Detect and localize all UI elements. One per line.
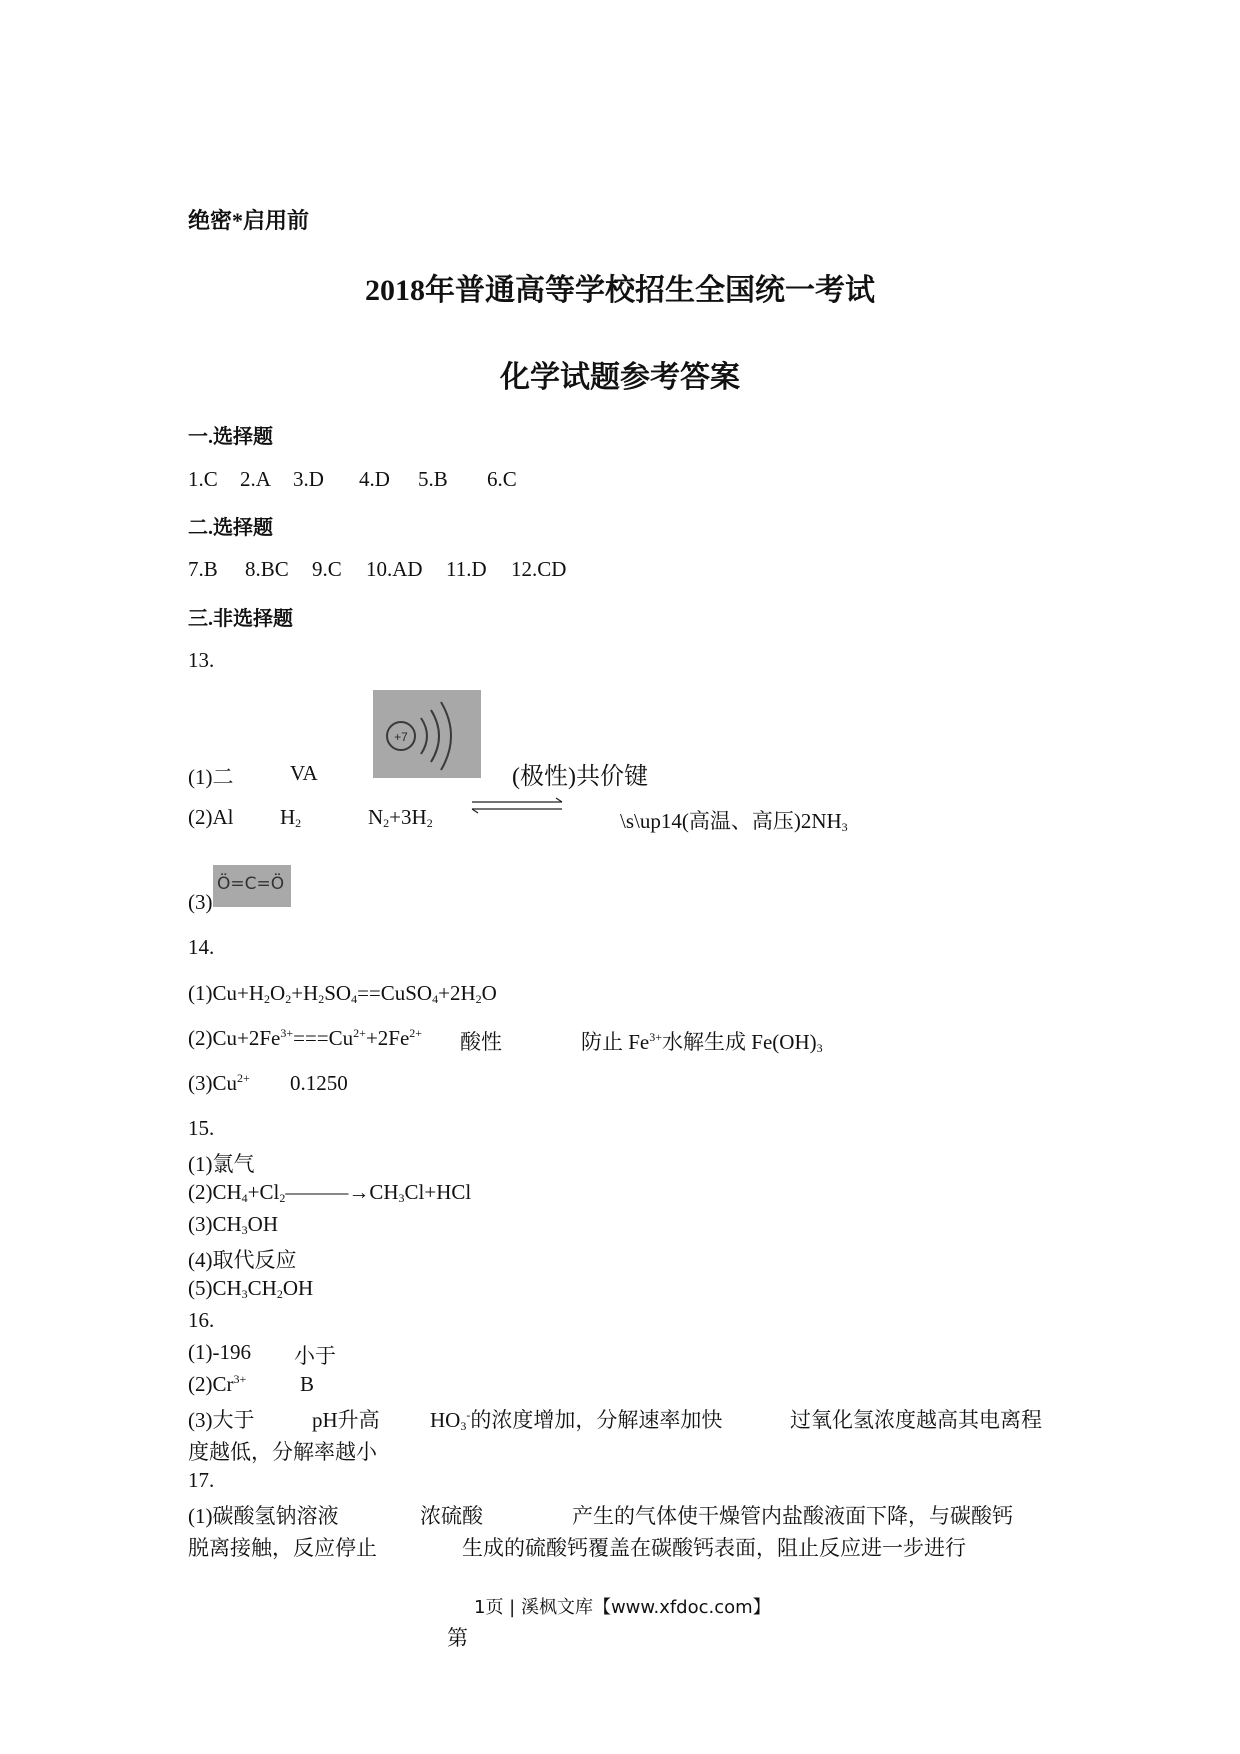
- co2-formula-text: Ö=C=Ö: [217, 874, 285, 894]
- answer-12: 12.CD: [511, 557, 567, 581]
- q16-part3-explanation: 过氧化氢浓度越高其电离程: [790, 1408, 1042, 1432]
- question-13-number: 13.: [188, 648, 215, 672]
- q15-part3: $(3)CH_3OH$: [188, 1212, 279, 1237]
- q15-part5: $(5)CH_3CH_2OH$: [188, 1276, 314, 1301]
- q16-part2-choice: B: [300, 1372, 315, 1396]
- q14-part3-ion: $(3)Cu^{2+}$: [188, 1071, 250, 1095]
- q15-part1: (1)氯气: [188, 1152, 255, 1176]
- q14-part1-equation: $(1)Cu+H_2O_2+H_2SO_4==CuSO_4+2H_2O$: [188, 981, 497, 1006]
- q14-part2-equation: $(2)Cu+2Fe^{3+}===Cu^{2+}+2Fe^{2+}$: [188, 1026, 423, 1050]
- answer-2: 2.A: [240, 467, 271, 491]
- q17-part1-reagent1: (1)碳酸氢钠溶液: [188, 1504, 339, 1528]
- q16-part3-ph: pH升高: [312, 1408, 380, 1432]
- q13-part2-al: (2)Al: [188, 805, 234, 829]
- answer-4: 4.D: [359, 467, 390, 491]
- q17-part1-explanation-cont: 脱离接触，反应停止: [188, 1536, 377, 1560]
- q16-part1-value: (1)-196: [188, 1340, 251, 1364]
- answer-3: 3.D: [293, 467, 324, 491]
- q13-part2-h2: $H_2$: [280, 805, 302, 830]
- answer-5: 5.B: [418, 467, 448, 491]
- answer-6: 6.C: [487, 467, 517, 491]
- q16-part3-compare: (3)大于: [188, 1408, 255, 1432]
- q13-part1-group: VA: [290, 761, 318, 785]
- question-17-number: 17.: [188, 1468, 215, 1492]
- question-15-number: 15.: [188, 1116, 215, 1140]
- page-footer: 1页 | 溪枫文库【www.xfdoc.com】: [474, 1597, 771, 1618]
- answer-9: 9.C: [312, 557, 342, 581]
- q16-part1-compare: 小于: [294, 1344, 336, 1368]
- section-2-heading: 二.选择题: [188, 517, 273, 539]
- q16-part3-reason: $HO_3^-$的浓度增加，分解速率加快: [430, 1408, 723, 1433]
- answer-10: 10.AD: [366, 557, 423, 581]
- q13-part2-equation: \s\up14(高温、高压)$2NH_3$: [620, 809, 848, 834]
- nucleus-charge: +7: [394, 730, 408, 744]
- confidential-label: 绝密*启用前: [188, 208, 310, 233]
- co2-electron-formula-image: [213, 865, 291, 907]
- q17-part1-explanation: 产生的气体使干燥管内盐酸液面下降，与碳酸钙: [572, 1504, 1013, 1528]
- answer-11: 11.D: [446, 557, 487, 581]
- answer-7: 7.B: [188, 557, 218, 581]
- q13-part3-label: (3): [188, 890, 213, 914]
- q14-part3-value: 0.1250: [290, 1071, 348, 1095]
- q13-part1-label: (1)二: [188, 765, 234, 789]
- q13-part1-bond: (极性)共价键: [512, 764, 648, 790]
- q16-part3-explanation-cont: 度越低，分解率越小: [188, 1440, 377, 1464]
- atom-structure-diagram: [373, 690, 481, 778]
- equilibrium-arrow-icon: [466, 796, 568, 816]
- question-16-number: 16.: [188, 1308, 215, 1332]
- page-footer-prefix: 第: [447, 1626, 468, 1650]
- section-1-heading: 一.选择题: [188, 426, 273, 448]
- page-title: 2018年普通高等学校招生全国统一考试: [365, 274, 875, 307]
- q14-part2-acidity: 酸性: [460, 1030, 502, 1054]
- section-3-heading: 三.非选择题: [188, 608, 293, 630]
- q15-part2-equation: $(2)CH_4+Cl_2———\to CH_3Cl+HCl$: [188, 1180, 472, 1205]
- q14-part2-reason: 防止 $Fe^{3+}$水解生成 $Fe(OH)_3$: [581, 1030, 823, 1055]
- answer-1: 1.C: [188, 467, 218, 491]
- q16-part2-ion: $(2)Cr^{3+}$: [188, 1372, 247, 1396]
- q13-part2-reactants: $N_2+3H_2$: [368, 805, 433, 830]
- q15-part4: (4)取代反应: [188, 1248, 297, 1272]
- answer-8: 8.BC: [245, 557, 289, 581]
- q17-part1-reagent2: 浓硫酸: [420, 1504, 483, 1528]
- page-subtitle: 化学试题参考答案: [500, 361, 740, 394]
- question-14-number: 14.: [188, 935, 215, 959]
- q17-part1-reason: 生成的硫酸钙覆盖在碳酸钙表面，阻止反应进一步进行: [462, 1536, 966, 1560]
